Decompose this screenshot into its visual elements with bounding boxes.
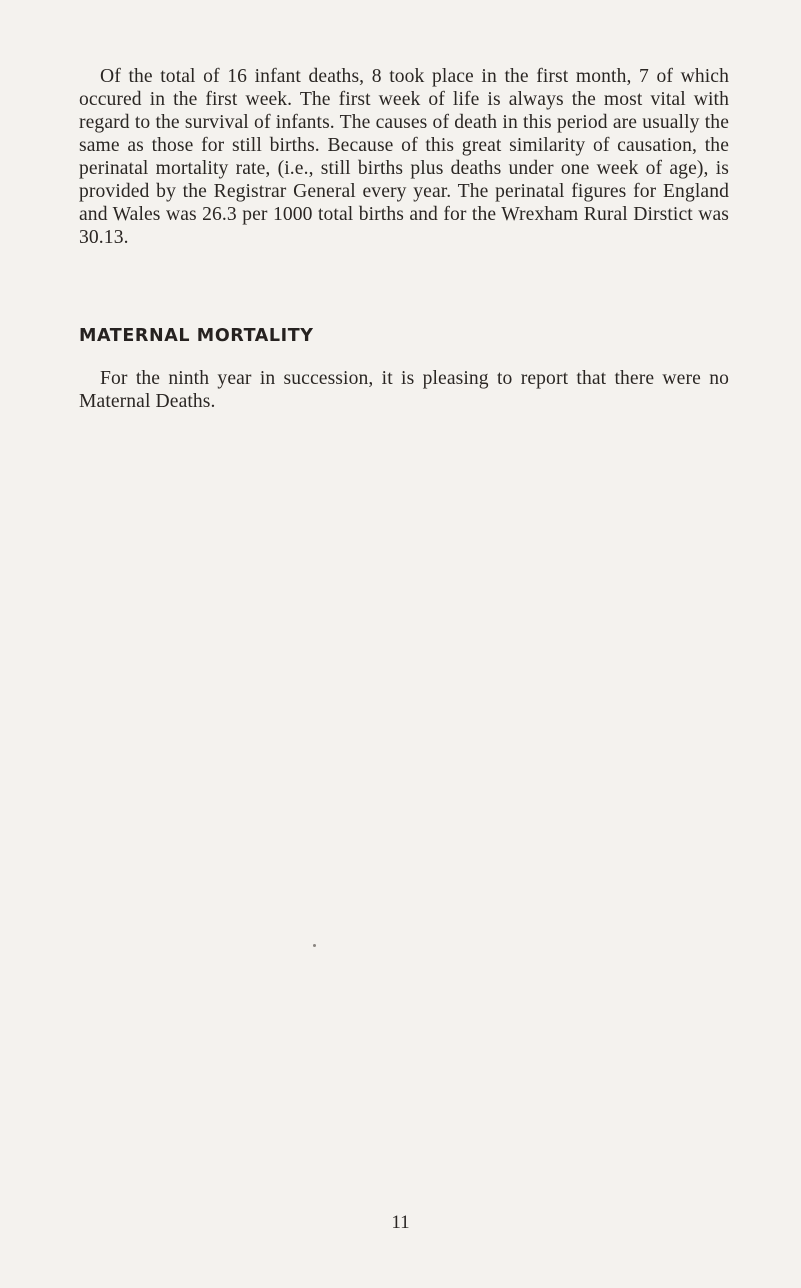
section-heading: MATERNAL MORTALITY [79,326,314,346]
maternal-mortality-paragraph: For the ninth year in succession, it is pleasing to report that there were no Maternal Deaths. [79,368,729,412]
scan-speck [313,944,316,947]
page-number: 11 [391,1212,410,1233]
infant-deaths-paragraph: Of the total of 16 infant deaths, 8 took place in the first month, 7 of which occured in the first week. The first week of life is always the most vital with regard to the survival of infants. The causes of death in this period are usually the same as those for still births. Because of this great similarity of causation, the perinatal mortality rate, (i.e., still births plus deaths under one week of age), is provided by the Registrar General every year. The perinatal figures for England and Wales was 26.3 per 1000 total births and for the Wrexham Rural Dirstict was 30.13. [79,66,729,248]
